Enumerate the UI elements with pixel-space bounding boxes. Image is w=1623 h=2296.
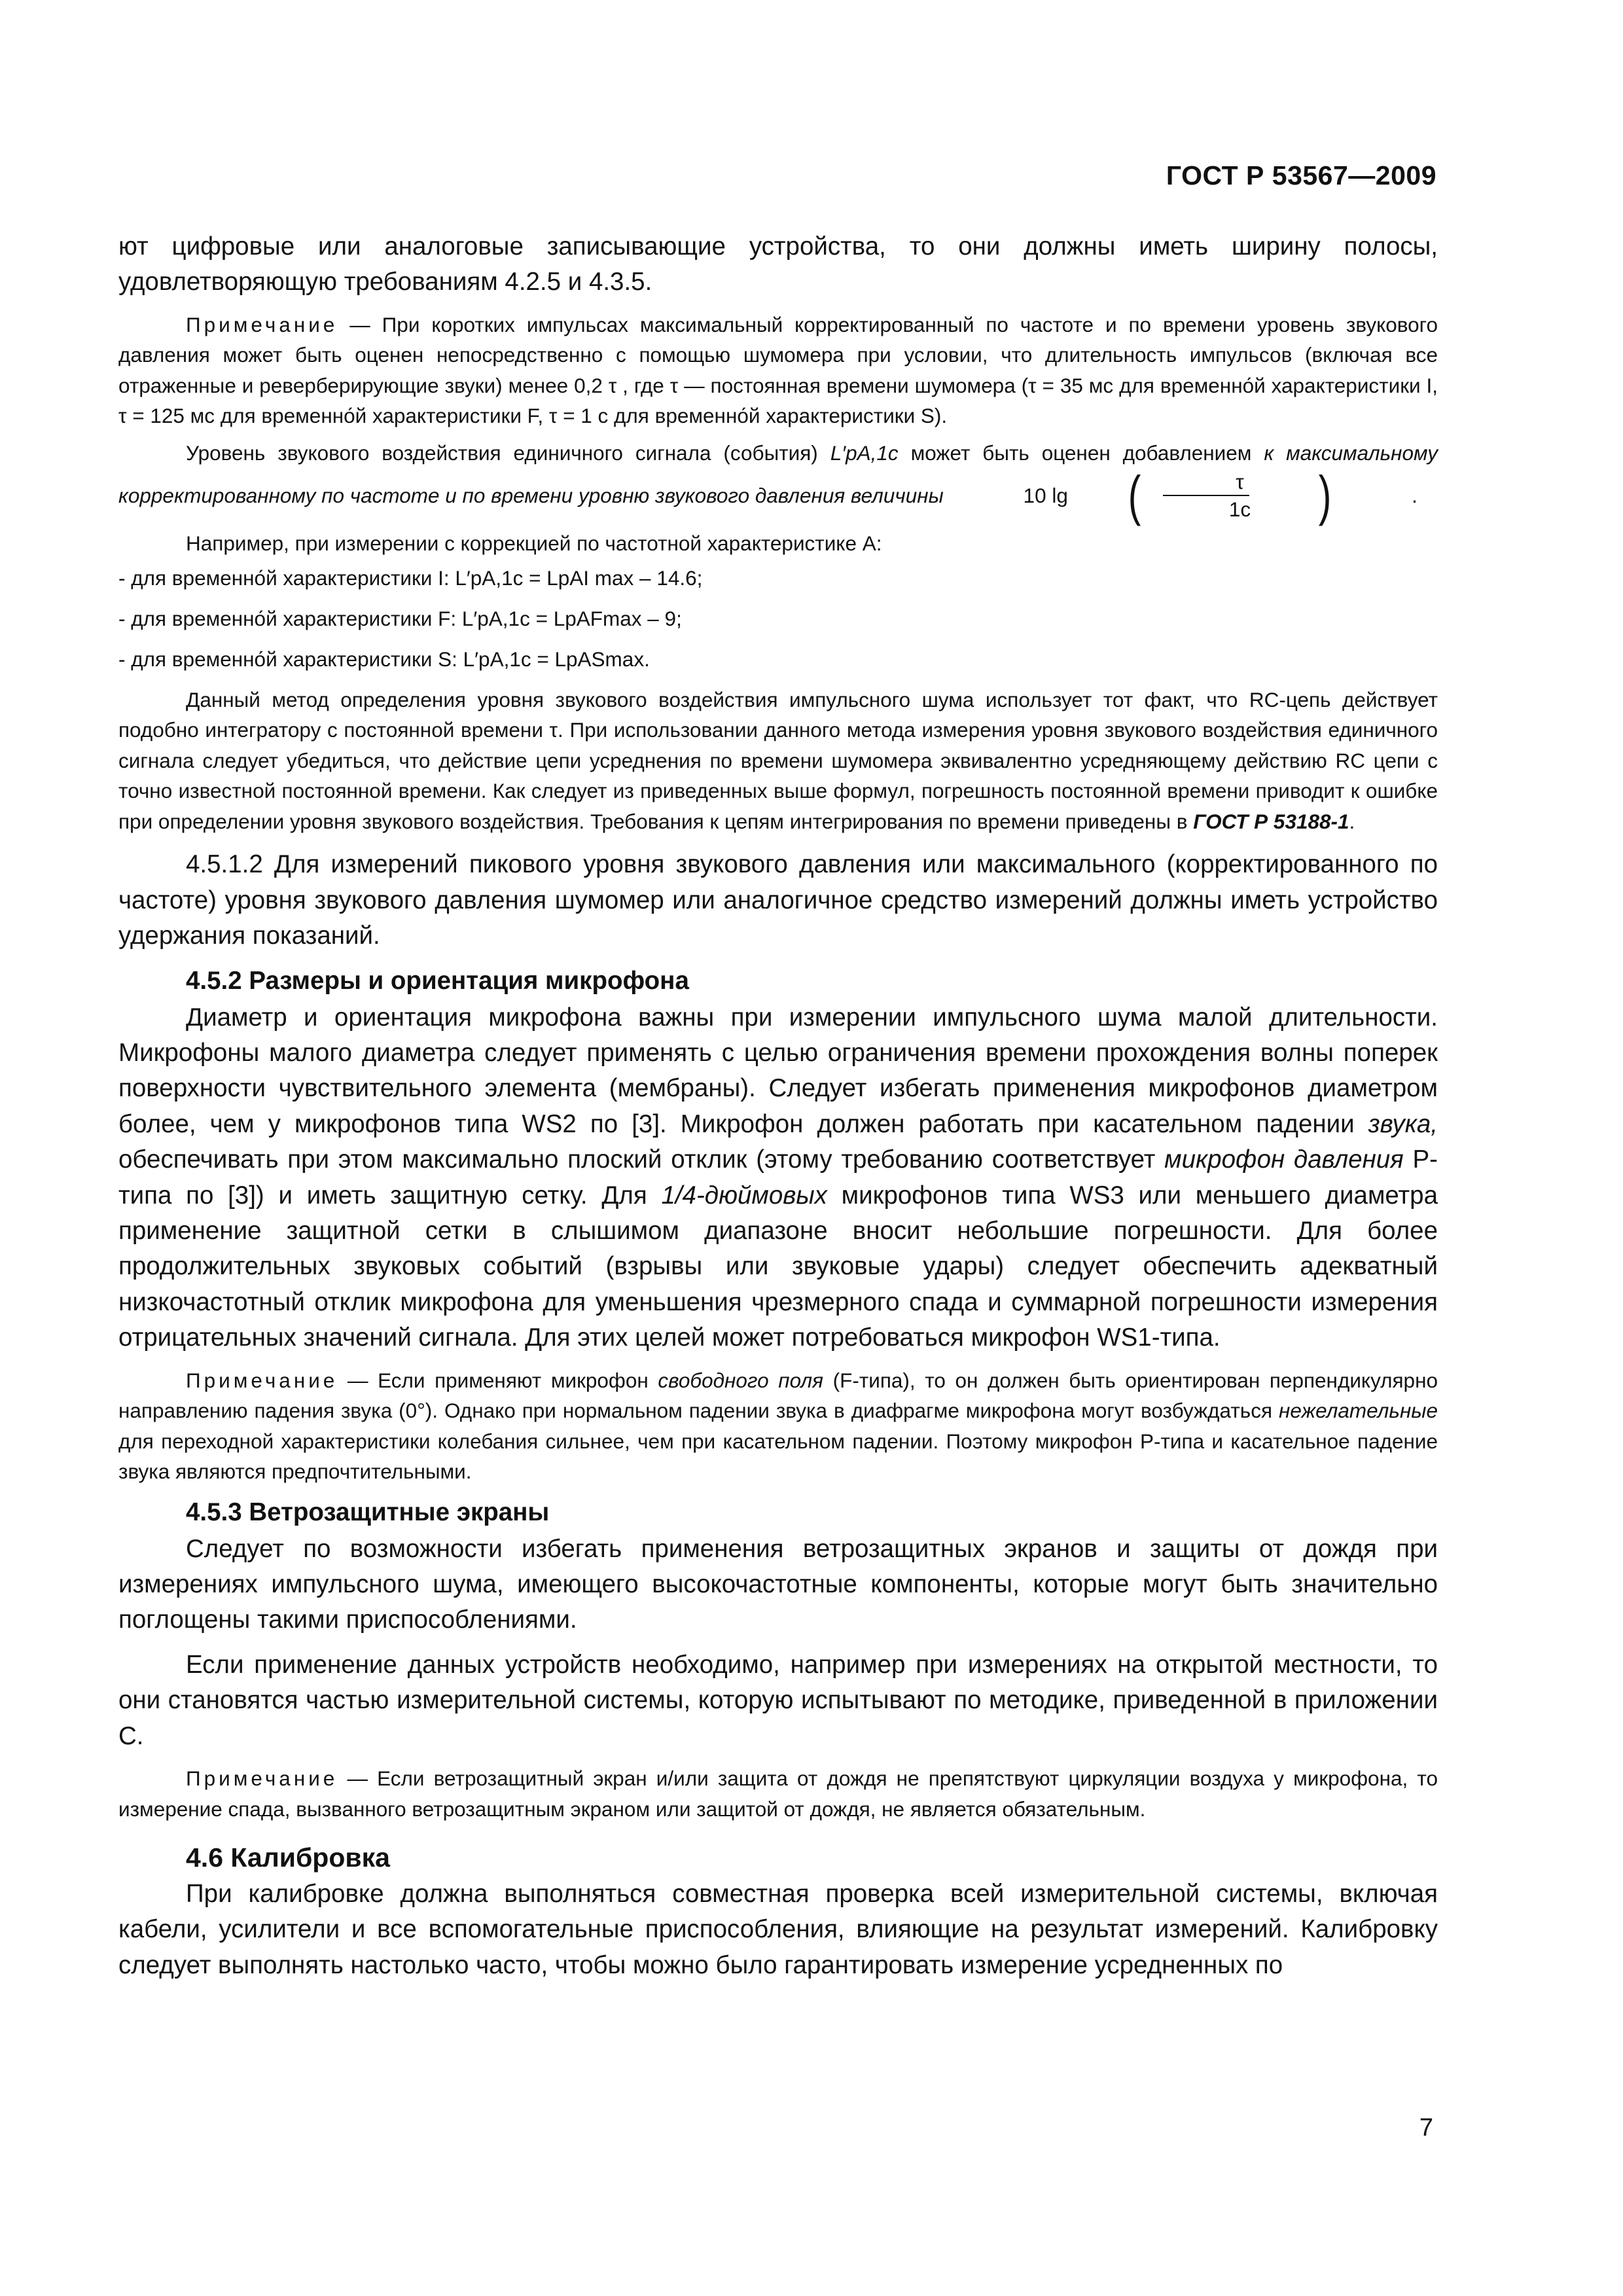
note-label: Примечание [186,1368,338,1392]
right-paren: ) [1318,465,1332,527]
method-paragraph [118,685,1438,837]
section-heading-4-6: 4.6 Калибровка [186,1842,390,1873]
standard-reference: ГОСТ Р 53188-1 [1193,809,1349,833]
section-heading-4-5-2: 4.5.2 Размеры и ориентация микрофона [186,966,689,995]
note-text: — При коротких импульсах максимальный корректированный по частоте и по времени уровень звукового давления может быть оценен непосредственно с помощью шумомера при условии, что длительность импульсов (включая все отраженные и реверберирующие звуки) менее 0,2 τ , где τ — постоянная времени шумомера (τ = 35 мс для временно́й характеристики I, τ = 125 мс для временно́й характеристики F, τ = 1 с для временно́й характеристики S). [118,312,1438,428]
example-item-S: - для временно́й характеристики S: L′pA,1c = LpASmax. [118,647,650,671]
text-run: — Если применяют микрофон [347,1368,658,1392]
text-run: Р-типа по [3]) и иметь защитную сетку. Для [118,1145,1438,1210]
note-text: — Если ветрозащитный экран и/или защита от дождя не препятствуют циркуляции воздуха у микрофона, то измерение спада, вызванного ветрозащитным экраном или защитой от дождя, не является обязательным. [118,1767,1438,1821]
text-run: микрофонов типа WS3 или меньшего диаметра применение защитной сетки в слышимом диапазоне вносит небольшие погрешности. Для более продолжительных звуковых событий (взрывы или звуковые удары) следует обеспечить адекватный низкочастотный отклик микрофона для уменьшения чрезмерного спада и суммарной погрешности измерения отрицательных значений сигнала. Для этих целей может потребоваться микрофон WS1-типа. [118,1181,1438,1352]
example-item-F: - для временно́й характеристики F: L′pA,1c = LpAFmax – 9; [118,606,682,630]
text-run: обеспечивать при этом максимально плоский отклик (этому требованию соответствует [118,1145,1165,1174]
section-heading-4-5-3: 4.5.3 Ветрозащитные экраны [186,1498,550,1526]
section-4-5-3-paragraph-1: Следует по возможности избегать применения ветрозащитных экранов и защиты от дождя при измерениях импульсного шума, имеющего высокочастотные компоненты, которые могут быть значительно поглощены такими приспособлениями. [118,1534,1438,1634]
example-intro: Например, при измерении с коррекцией по частотной характеристике A: [186,531,882,556]
method-text: Данный метод определения уровня звукового воздействия импульсного шума использует тот факт, что RC-цепь действует подобно интегратору с постоянной времени τ. При использовании данного метода измерения уровня звукового воздействия единичного сигнала следует убедиться, что действие цепи усреднения по времени шумомера эквивалентно усредняющему действию RC цепи с точно известной постоянной времени. Как следует из приведенных выше формул, погрешность постоянной времени приводит к ошибке при определении уровня звукового воздействия. Требования к цепям интегрирования по времени приведены в [118,687,1438,833]
note-label: Примечание [186,312,338,336]
italic-run: микрофон давления [1164,1145,1404,1174]
continuation-paragraph: ют цифровые или аналоговые записывающие устройства, то они должны иметь ширину полосы, удовлетворяющую требованиям 4.2.5 и 4.3.5. [118,232,1438,296]
paragraph-4-5-1-2: 4.5.1.2 Для измерений пикового уровня звукового давления или максимального (корректированного по частоте) уровня звукового давления шумомер или аналогичное средство измерений должны иметь устройство удержания показаний. [118,850,1438,950]
page-body [118,229,1438,1992]
fraction [1156,469,1256,522]
note-free-field-microphone [118,1365,1438,1487]
text-run: для переходной характеристики колебания сильнее, чем при касательном падении. Поэтому микрофон Р-типа и касательное падение звука являются предпочтительными. [118,1429,1438,1484]
section-4-6-paragraph: При калибровке должна выполняться совместная проверка всей измерительной системы, включая кабели, усилители и все вспомогательные приспособления, влияющие на результат измерений. Калибровку следует выполнять настолько часто, чтобы можно было гарантировать измерение усредненных по [118,1880,1438,1979]
method-end: . [1349,809,1355,833]
section-4-5-2-paragraph [118,1000,1438,1356]
page-number: 7 [1419,2114,1433,2142]
italic-run: звука, [1368,1109,1438,1138]
text-run: Диаметр и ориентация микрофона важны при измерении импульсного шума малой длительности. Микрофоны малого диаметра следует применять с целью ограничения времени прохождения волны поперек поверхности чувствительного элемента (мембраны). Следует избегать применения микрофонов диаметром более, чем у микрофонов типа WS2 по [3]. Микрофон должен работать при касательном падении [118,1003,1438,1138]
note-windscreen [118,1763,1438,1824]
fraction-numerator: τ [1163,469,1249,496]
note-label: Примечание [186,1767,338,1791]
text-run: (F-типа), то он должен быть ориентирован перпендикулярно направлению падения звука (0°). Однако при нормальном падении звука в диафрагме микрофона могут возбуждаться [118,1368,1438,1423]
sel-middle: может быть оценен добавлением [898,440,1264,465]
left-paren: ( [1128,465,1141,527]
note-short-pulses [118,310,1438,431]
italic-run: нежелательные [1278,1399,1438,1423]
fraction-denominator: 1c [1228,497,1251,522]
sel-symbol: L′pA,1c [830,440,899,465]
formula-prefix: 10 lg [1023,484,1068,508]
example-item-I: - для временно́й характеристики I: L′pA,1c = LpAI max – 14.6; [118,565,703,590]
italic-run: свободного поля [658,1368,823,1392]
italic-run: 1/4-дюймовых [661,1181,827,1210]
section-4-5-3-paragraph-2: Если применение данных устройств необходимо, например при измерениях на открытой местности, то они становятся частью измерительной системы, которую испытывают по методике, приведенной в приложении С. [118,1650,1438,1750]
sel-italic-text: к максимальному корректированному по частоте и по времени уровню звукового давления величины [118,440,1438,508]
sel-formula: 10 lg ( $\frac{\tau}{1c}$ ) . [956,468,1418,523]
document-number-header: ГОСТ Р 53567—2009 [1166,160,1436,190]
sel-paragraph [118,438,1438,527]
sel-prefix: Уровень звукового воздействия единичного сигнала (события) [186,440,830,465]
